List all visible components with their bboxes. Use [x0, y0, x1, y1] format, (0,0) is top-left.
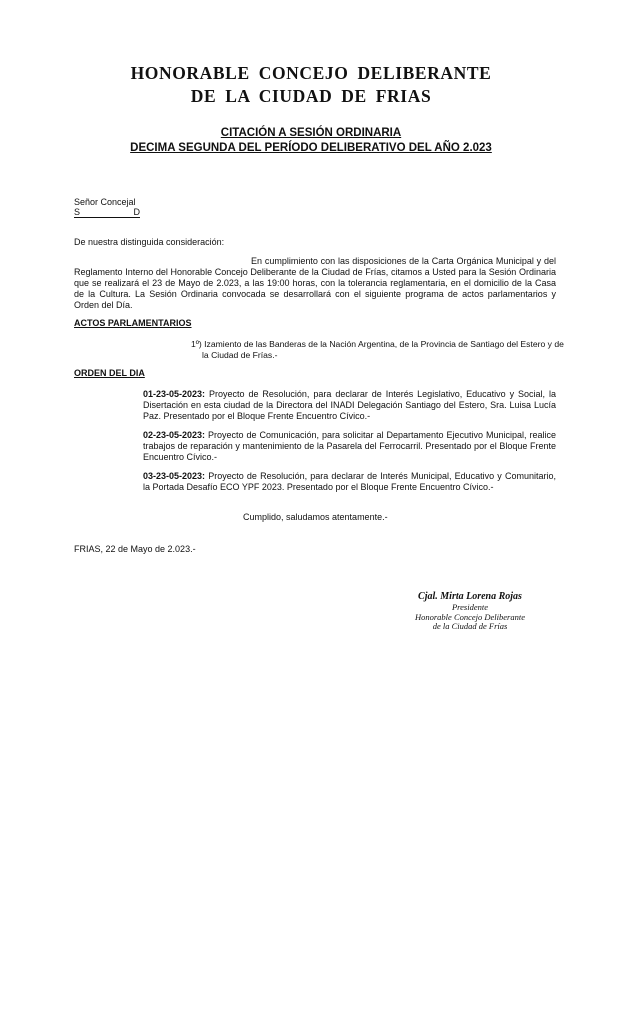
closing: Cumplido, saludamos atentamente.- [243, 512, 388, 522]
addressee-label: Señor Concejal [74, 197, 136, 207]
signature-org-2: de la Ciudad de Frías [432, 621, 508, 631]
session-title: CITACIÓN A SESIÓN ORDINARIA [220, 127, 402, 139]
greeting: De nuestra distinguida consideración: [74, 237, 225, 247]
orden-item-3-code: 03-23-05-2023: [143, 471, 206, 481]
body-paragraph: En cumplimiento con las disposiciones de la Carta Orgánica Municipal y del Reglamento Interno del Honorable Concejo Deliberante de la Ciudad de Frías, citamos a Usted para la Sesión Ordinaria que se realizará el 23 de Mayo de 2.023, a las 19:00 horas, con la tolerancia reglamentaria, en el domicilio de la Casa de la Cultura. La Sesión Ordinaria convocada se desarrollará con el siguiente programa de actos parlamentarios y Orden del Día. [74, 256, 556, 310]
orden-heading: ORDEN DEL DIA [74, 368, 145, 378]
orden-item-2-text: Proyecto de Comunicación, para solicitar al Departamento Ejecutivo Municipal, realice trabajos de reparación y mantenimiento de la Pasarela del Ferrocarril. Presentado por el Bloque Frente Encuentro Cívico.- [143, 430, 556, 462]
actos-item: 1º) Izamiento de las Banderas de la Nación Argentina, de la Provincia de Santiago del Estero y de la Ciudad de Frías.- [191, 339, 564, 360]
signature-block [390, 591, 550, 632]
signature-org-1: Honorable Concejo Deliberante [414, 611, 525, 622]
addressee-s: S [74, 207, 81, 217]
orden-item-3-text: Proyecto de Resolución, para declarar de Interés Municipal, Educativo y Comunitario, la Portada Desafío ECO YPF 2023. Presentado por el Bloque Frente Encuentro Cívico.- [143, 471, 556, 492]
addressee-d: D [133, 207, 140, 217]
orden-item-1 [143, 389, 556, 422]
orden-item-2-code: 02-23-05-2023: [143, 430, 206, 440]
signature-name: Cjal. Mirta Lorena Rojas [418, 591, 522, 602]
council-title: HONORABLE CONCEJO DELIBERANTE [130, 63, 492, 83]
orden-item-1-text: Proyecto de Resolución, para declarar de Interés Legislativo, Educativo y Social, la Disertación en esta ciudad de la Directora del INADI Delegación Santiago del Estero, Sra. Luisa Lucía Paz. Presentado por el Bloque Frente Encuentro Cívico.- [143, 389, 556, 421]
addressee-sd-line [74, 207, 140, 218]
actos-heading: ACTOS PARLAMENTARIOS [74, 318, 192, 328]
signature-title: Presidente [451, 602, 489, 612]
orden-item-1-code: 01-23-05-2023: [143, 389, 206, 399]
city-title: DE LA CIUDAD DE FRIAS [190, 86, 432, 106]
orden-item-2 [143, 430, 556, 463]
orden-item-3 [143, 471, 556, 493]
session-subtitle: DECIMA SEGUNDA DEL PERÍODO DELIBERATIVO DEL AÑO 2.023 [130, 142, 492, 154]
date-line: FRIAS, 22 de Mayo de 2.023.- [74, 544, 196, 554]
